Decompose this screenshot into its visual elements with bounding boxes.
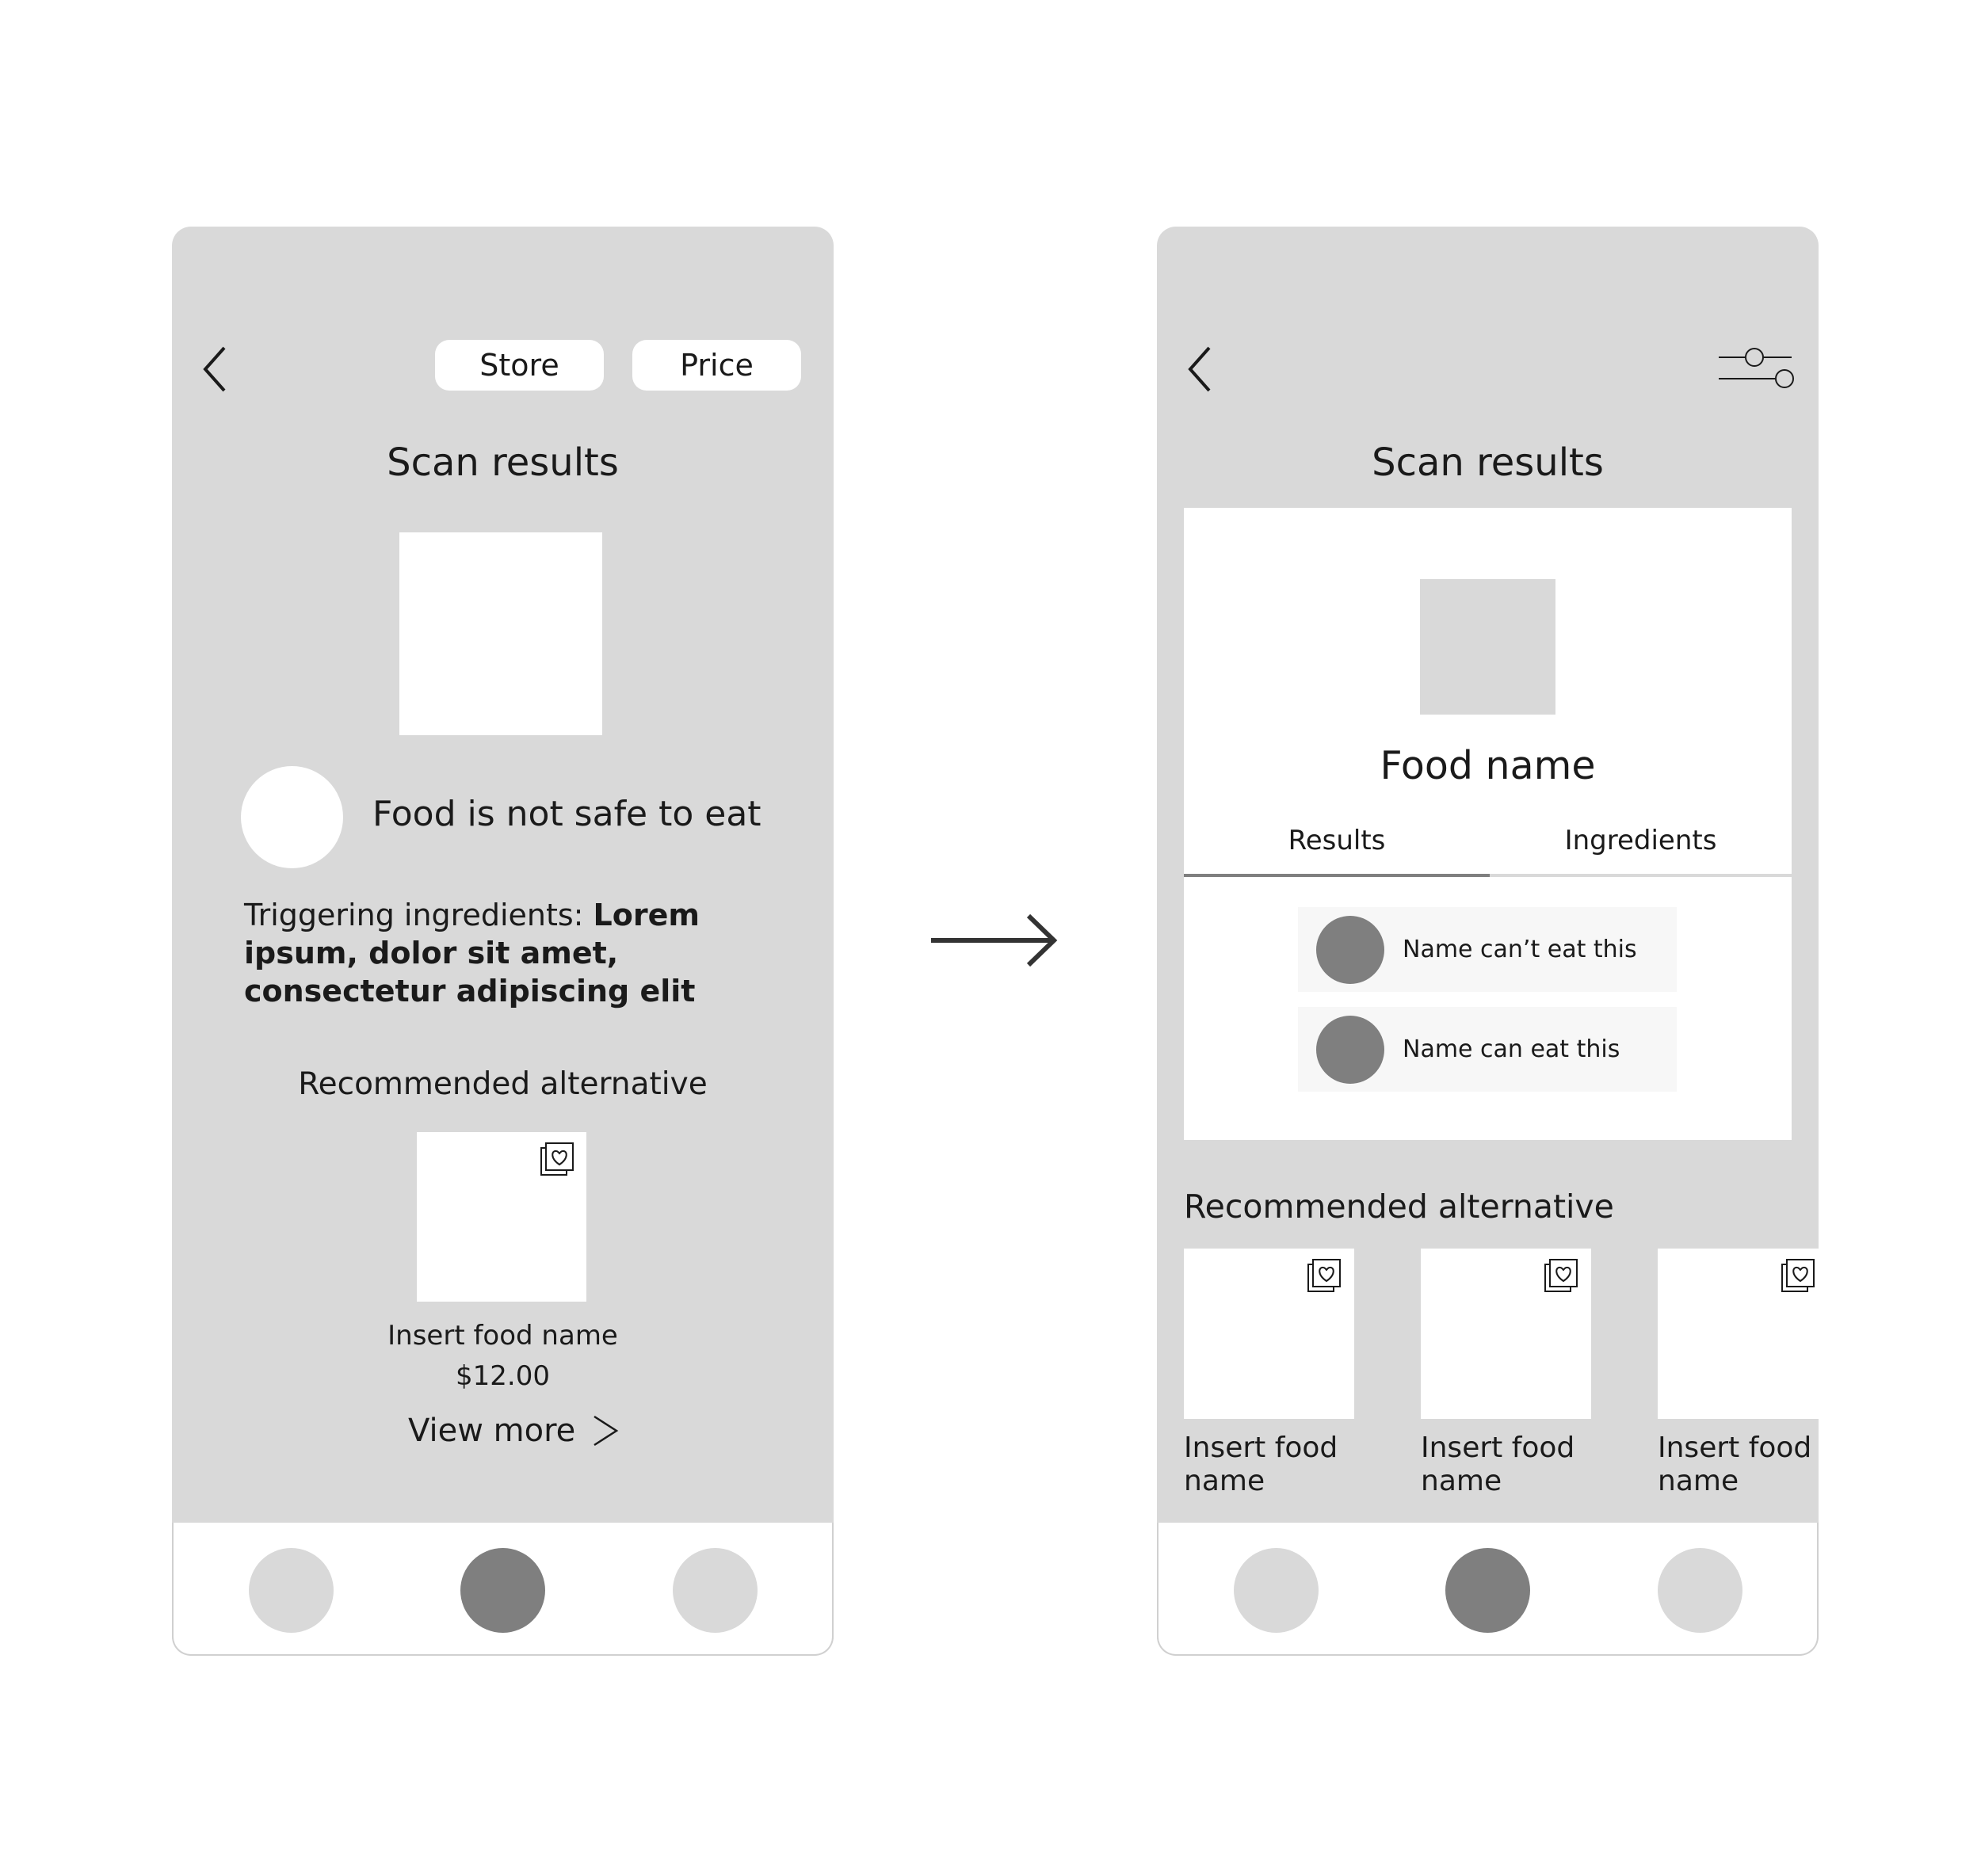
- favorite-heart-icon[interactable]: [1306, 1257, 1344, 1295]
- page-title: Scan results: [1372, 440, 1604, 485]
- sliders-icon[interactable]: [1716, 345, 1795, 393]
- favorite-heart-icon[interactable]: [539, 1141, 577, 1179]
- bottom-navigation: [1157, 1523, 1819, 1656]
- food-image-placeholder: [399, 532, 602, 735]
- recommended-title: Recommended alternative: [1184, 1188, 1614, 1226]
- nav-item-scan[interactable]: [460, 1548, 545, 1633]
- result-text: Name can eat this: [1403, 1035, 1620, 1063]
- food-image-placeholder: [1420, 579, 1555, 715]
- alternative-name: Insert food name: [1421, 1432, 1575, 1497]
- alternative-name: Insert food name: [387, 1320, 618, 1352]
- result-row[interactable]: [1298, 1007, 1677, 1092]
- avatar: [1316, 1016, 1384, 1084]
- status-indicator: [241, 766, 343, 868]
- view-more-link[interactable]: [408, 1413, 621, 1449]
- alternative-name: Insert food name: [1658, 1432, 1812, 1497]
- page-title: Scan results: [387, 440, 619, 485]
- result-row[interactable]: [1298, 907, 1677, 992]
- avatar: [1316, 916, 1384, 984]
- alternative-card[interactable]: [1658, 1249, 1819, 1419]
- store-filter-button[interactable]: Store: [435, 340, 604, 391]
- view-more-label: View more: [408, 1413, 576, 1449]
- nav-item-right[interactable]: [1658, 1548, 1742, 1633]
- food-name: Food name: [1380, 743, 1596, 788]
- scan-results-screen-profiles: [1157, 227, 1819, 1656]
- triggering-label: Triggering ingredients:: [244, 898, 594, 932]
- favorite-heart-icon[interactable]: [1543, 1257, 1581, 1295]
- nav-item-left[interactable]: [249, 1548, 334, 1633]
- triggering-list: Lorem ipsum, dolor sit amet, consectetur adipiscing elit: [244, 898, 700, 1009]
- alternative-card[interactable]: [1421, 1249, 1591, 1419]
- safety-status-text: Food is not safe to eat: [372, 794, 761, 834]
- alternative-name: Insert food name: [1184, 1432, 1338, 1497]
- chevron-right-icon: [590, 1413, 621, 1448]
- alternative-card[interactable]: [417, 1132, 586, 1302]
- nav-item-left[interactable]: [1234, 1548, 1319, 1633]
- active-tab-indicator: [1184, 874, 1490, 877]
- nav-item-scan[interactable]: [1445, 1548, 1530, 1633]
- recommended-title: Recommended alternative: [298, 1066, 708, 1102]
- nav-item-right[interactable]: [673, 1548, 758, 1633]
- tab-ingredients[interactable]: Ingredients: [1564, 825, 1717, 856]
- triggering-ingredients: [244, 896, 783, 1010]
- back-chevron-icon[interactable]: [1181, 341, 1220, 397]
- back-chevron-icon[interactable]: [196, 341, 235, 397]
- result-text: Name can’t eat this: [1403, 936, 1637, 963]
- scan-results-screen-unsafe: [172, 227, 834, 1656]
- food-detail-card: [1184, 508, 1792, 1140]
- bottom-navigation: [172, 1523, 834, 1656]
- arrow-right-icon: [927, 911, 1070, 974]
- price-filter-button[interactable]: Price: [632, 340, 801, 391]
- alternative-card[interactable]: [1184, 1249, 1354, 1419]
- favorite-heart-icon[interactable]: [1780, 1257, 1818, 1295]
- tab-results[interactable]: Results: [1288, 825, 1386, 856]
- alternative-price: $12.00: [456, 1360, 550, 1392]
